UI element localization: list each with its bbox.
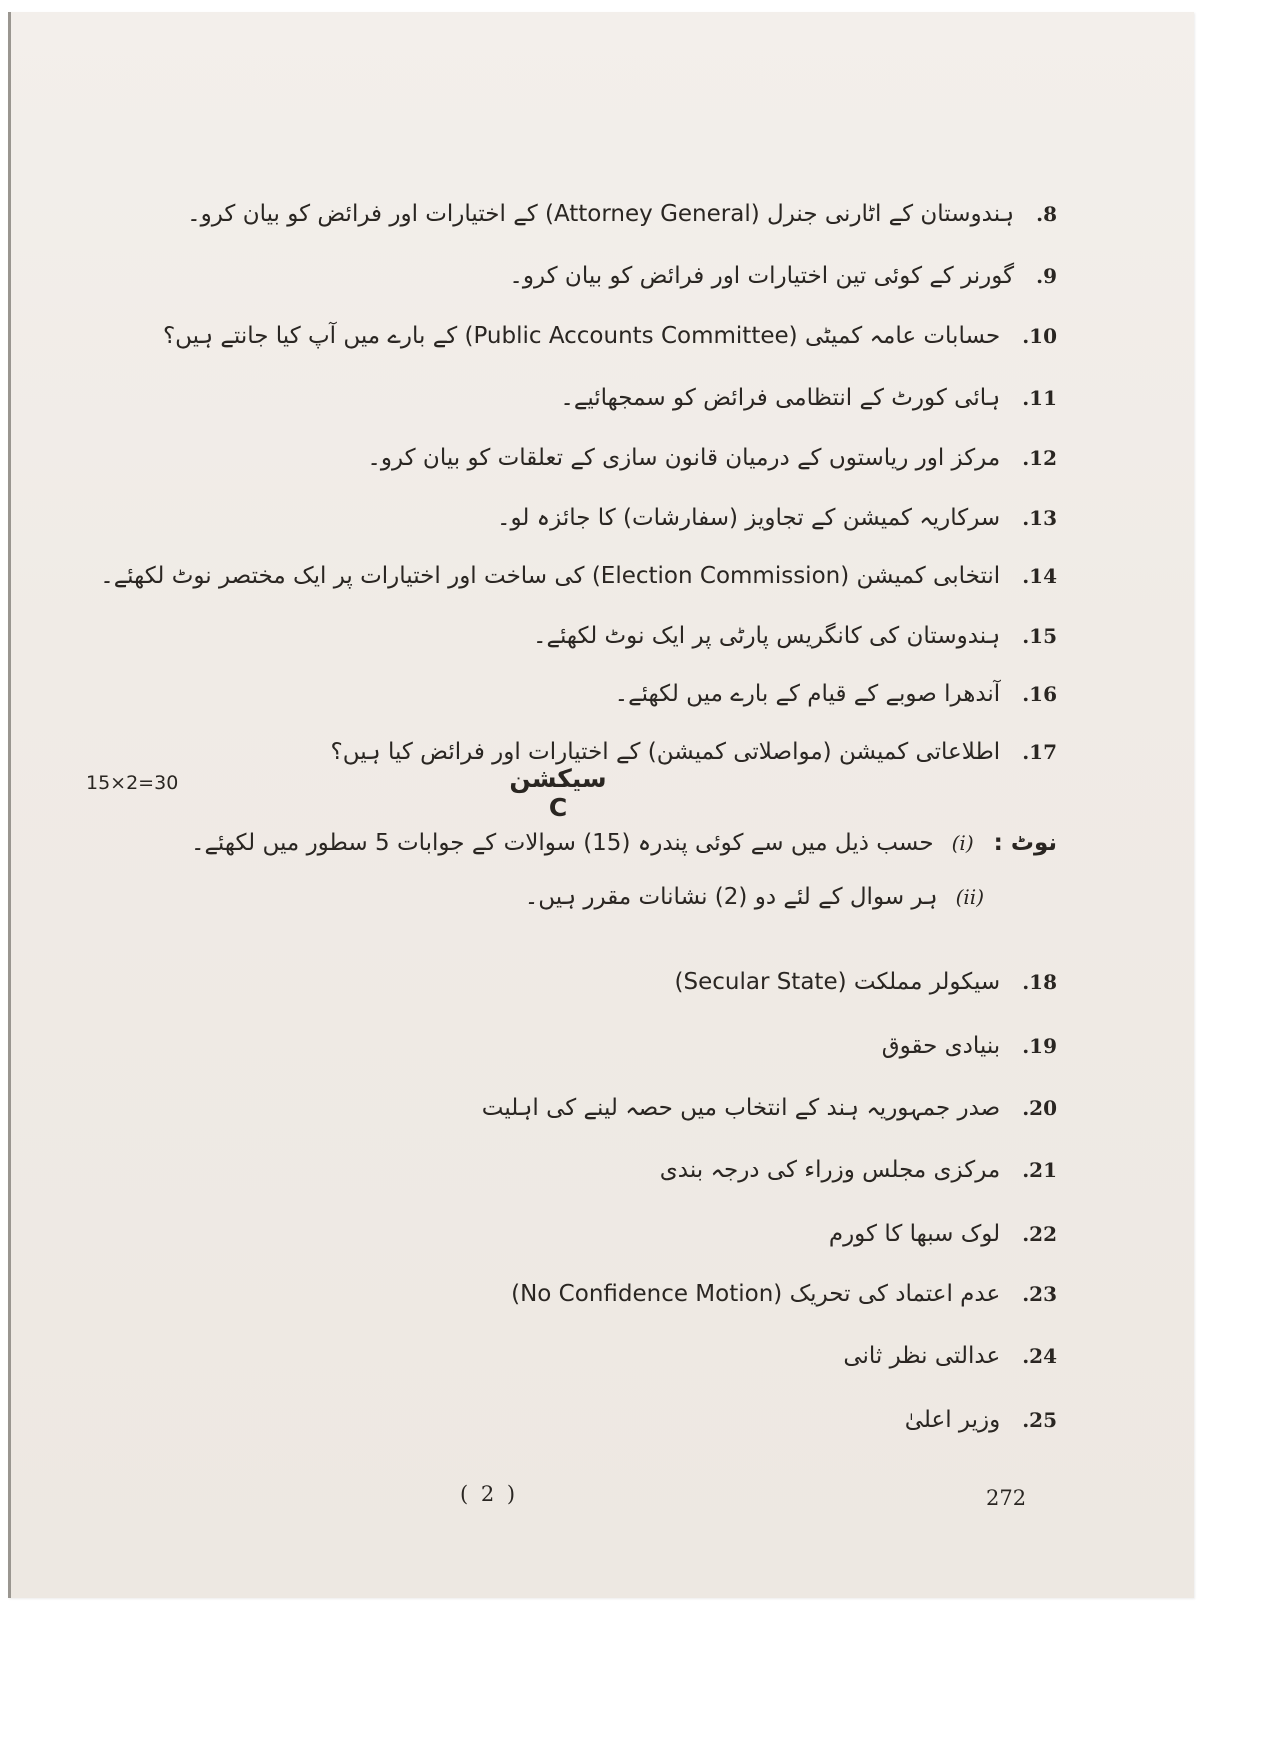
question-number: .9 (1036, 264, 1057, 288)
question-number: .13 (1022, 506, 1057, 530)
note-text-ii: ہر سوال کے لئے دو (2) نشانات مقرر ہیں۔ (524, 884, 938, 910)
question-item (511, 1276, 1057, 1312)
question-text: عدالتی نظر ثانی (843, 1343, 1001, 1369)
question-item (100, 558, 1057, 594)
question-item (560, 380, 1057, 416)
scan-edge (8, 12, 11, 1598)
question-number: .10 (1022, 324, 1057, 348)
instruction-note-2 (525, 884, 984, 910)
question-number: .16 (1022, 682, 1057, 706)
note-label: نوٹ : (993, 830, 1057, 856)
question-text: گورنر کے کوئی تین اختیارات اور فرائض کو بیان کرو۔ (509, 263, 1015, 289)
question-text: سرکاریہ کمیشن کے تجاویز (سفارشات) کا جائزہ لو۔ (497, 505, 1001, 531)
question-text: بنیادی حقوق (881, 1033, 1001, 1059)
question-text: آندھرا صوبے کے قیام کے بارے میں لکھئے۔ (614, 681, 1001, 707)
question-number: .21 (1022, 1158, 1057, 1182)
section-marks: 15×2=30 (86, 772, 179, 794)
question-text: انتخابی کمیشن (Election Commission) کی ساخت اور اختیارات پر ایک مختصر نوٹ لکھئے۔ (100, 563, 1001, 589)
question-text: حسابات عامہ کمیٹی (Public Accounts Committee) کے بارے میں آپ کیا جانتے ہیں؟ (162, 323, 1001, 349)
question-number: .19 (1022, 1034, 1057, 1058)
question-number: .20 (1022, 1096, 1057, 1120)
question-item (843, 1338, 1057, 1374)
question-number: .25 (1022, 1408, 1057, 1432)
question-item (331, 734, 1057, 770)
question-item (660, 1152, 1057, 1188)
question-number: .12 (1022, 446, 1057, 470)
note-text-i: حسب ذیل میں سے کوئی پندرہ (15) سوالات کے جوابات 5 سطور میں لکھئے۔ (190, 830, 934, 856)
question-number: .22 (1022, 1222, 1057, 1246)
question-item (533, 618, 1057, 654)
question-item (829, 1216, 1057, 1252)
page-number: ( 2 ) (460, 1482, 519, 1506)
question-item (497, 500, 1057, 536)
question-number: .17 (1022, 740, 1057, 764)
question-text: سیکولر مملکت (Secular State) (674, 969, 1001, 995)
question-number: .14 (1022, 564, 1057, 588)
question-number: .11 (1022, 386, 1057, 410)
question-item (615, 676, 1057, 712)
question-item (882, 1028, 1057, 1064)
instruction-note-1 (191, 830, 1057, 856)
question-number: .8 (1036, 202, 1057, 226)
question-item (509, 258, 1057, 294)
question-text: عدم اعتماد کی تحریک (No Confidence Motion) (511, 1281, 1001, 1307)
question-text: ہندوستان کے اٹارنی جنرل (Attorney General) کے اختیارات اور فرائض کو بیان کرو۔ (187, 201, 1015, 227)
question-number: .15 (1022, 624, 1057, 648)
question-text: صدر جمہوریہ ہند کے انتخاب میں حصہ لینے کی اہلیت (481, 1095, 1001, 1121)
question-text: اطلاعاتی کمیشن (مواصلاتی کمیشن) کے اختیارات اور فرائض کیا ہیں؟ (330, 739, 1001, 765)
paper-code: 272 (986, 1486, 1027, 1510)
question-item (482, 1090, 1057, 1126)
question-item (367, 440, 1057, 476)
note-marker-i: (i) (951, 831, 974, 855)
question-item (187, 196, 1057, 232)
question-number: .18 (1022, 970, 1057, 994)
question-text: لوک سبھا کا کورم (828, 1221, 1001, 1247)
question-number: .24 (1022, 1344, 1057, 1368)
question-item (675, 964, 1058, 1000)
question-item (905, 1402, 1057, 1438)
question-text: مرکز اور ریاستوں کے درمیان قانون سازی کے تعلقات کو بیان کرو۔ (367, 445, 1001, 471)
question-number: .23 (1022, 1282, 1057, 1306)
paper-sheet (8, 12, 1194, 1598)
question-text: ہائی کورٹ کے انتظامی فرائض کو سمجھائیے۔ (560, 385, 1001, 411)
section-title: سیکشن C (509, 764, 607, 822)
question-item (163, 318, 1057, 354)
question-text: مرکزی مجلس وزراء کی درجہ بندی (659, 1157, 1001, 1183)
note-marker-ii: (ii) (955, 885, 984, 909)
question-text: وزیر اعلیٰ (904, 1407, 1001, 1433)
question-text: ہندوستان کی کانگریس پارٹی پر ایک نوٹ لکھئے۔ (533, 623, 1001, 649)
